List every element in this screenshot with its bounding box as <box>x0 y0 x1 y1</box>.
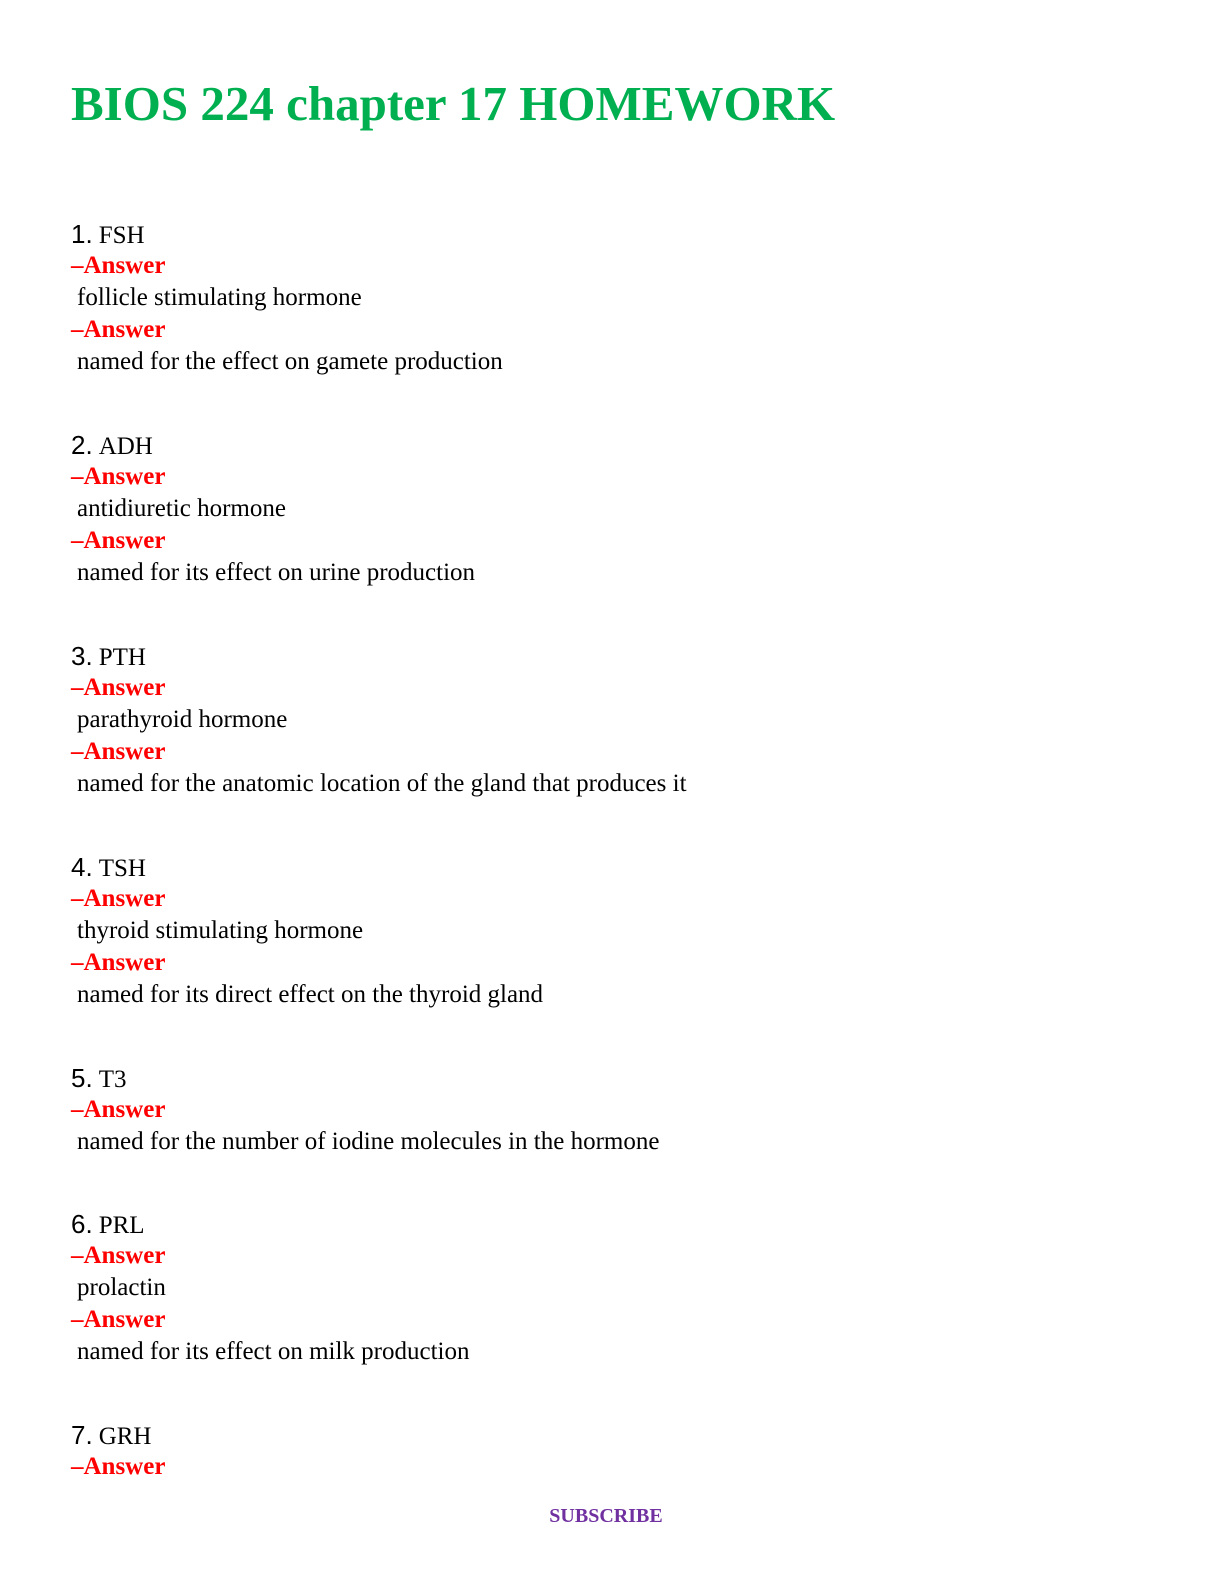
answer-label: –Answer <box>71 527 166 554</box>
answer-text: thyroid stimulating hormone <box>77 917 364 944</box>
question-number: 5. <box>71 1063 93 1093</box>
question-block <box>71 1419 165 1483</box>
answer-text: named for its effect on urine production <box>77 559 476 586</box>
answer-label: –Answer <box>71 738 166 765</box>
answer-text: follicle stimulating hormone <box>77 284 362 311</box>
question-term: T3 <box>98 1066 127 1093</box>
question-block <box>71 1062 659 1158</box>
question-term: TSH <box>98 855 146 882</box>
question-number: 1. <box>71 219 93 249</box>
question-term: FSH <box>98 222 145 249</box>
answer-text: named for the anatomic location of the gland that produces it <box>77 770 687 797</box>
answer-text: named for the number of iodine molecules in the hormone <box>77 1128 660 1155</box>
answer-label: –Answer <box>71 463 166 490</box>
answer-label: –Answer <box>71 949 166 976</box>
answer-label: –Answer <box>71 1453 166 1480</box>
question-heading <box>71 1062 659 1094</box>
question-number: 4. <box>71 852 93 882</box>
document-title: BIOS 224 chapter 17 HOMEWORK <box>71 76 836 131</box>
answer-label: –Answer <box>71 885 166 912</box>
answer-text: antidiuretic hormone <box>77 495 286 522</box>
question-block <box>71 429 475 589</box>
answer-label: –Answer <box>71 252 166 279</box>
question-heading <box>71 429 475 461</box>
answer-text: named for its direct effect on the thyroid gland <box>77 981 544 1008</box>
question-term: PRL <box>98 1212 145 1239</box>
subscribe-link[interactable]: SUBSCRIBE <box>549 1505 663 1527</box>
question-term: GRH <box>98 1423 152 1450</box>
question-number: 7. <box>71 1420 93 1450</box>
answer-label: –Answer <box>71 674 166 701</box>
question-term: PTH <box>98 644 146 671</box>
question-number: 6. <box>71 1209 93 1239</box>
question-heading <box>71 1419 165 1451</box>
question-block <box>71 1208 470 1368</box>
question-number: 3. <box>71 641 93 671</box>
answer-label: –Answer <box>71 1096 166 1123</box>
answer-text: prolactin <box>77 1274 166 1301</box>
answer-text: parathyroid hormone <box>77 706 288 733</box>
question-heading <box>71 640 687 672</box>
question-heading <box>71 1208 470 1240</box>
question-heading <box>71 218 503 250</box>
answer-text: named for the effect on gamete production <box>77 348 503 375</box>
answer-label: –Answer <box>71 1242 166 1269</box>
answer-text: named for its effect on milk production <box>77 1338 470 1365</box>
question-block <box>71 218 503 378</box>
answer-label: –Answer <box>71 1306 166 1333</box>
question-block <box>71 851 543 1011</box>
question-term: ADH <box>98 433 153 460</box>
question-block <box>71 640 687 800</box>
question-heading <box>71 851 543 883</box>
answer-label: –Answer <box>71 316 166 343</box>
question-number: 2. <box>71 430 93 460</box>
